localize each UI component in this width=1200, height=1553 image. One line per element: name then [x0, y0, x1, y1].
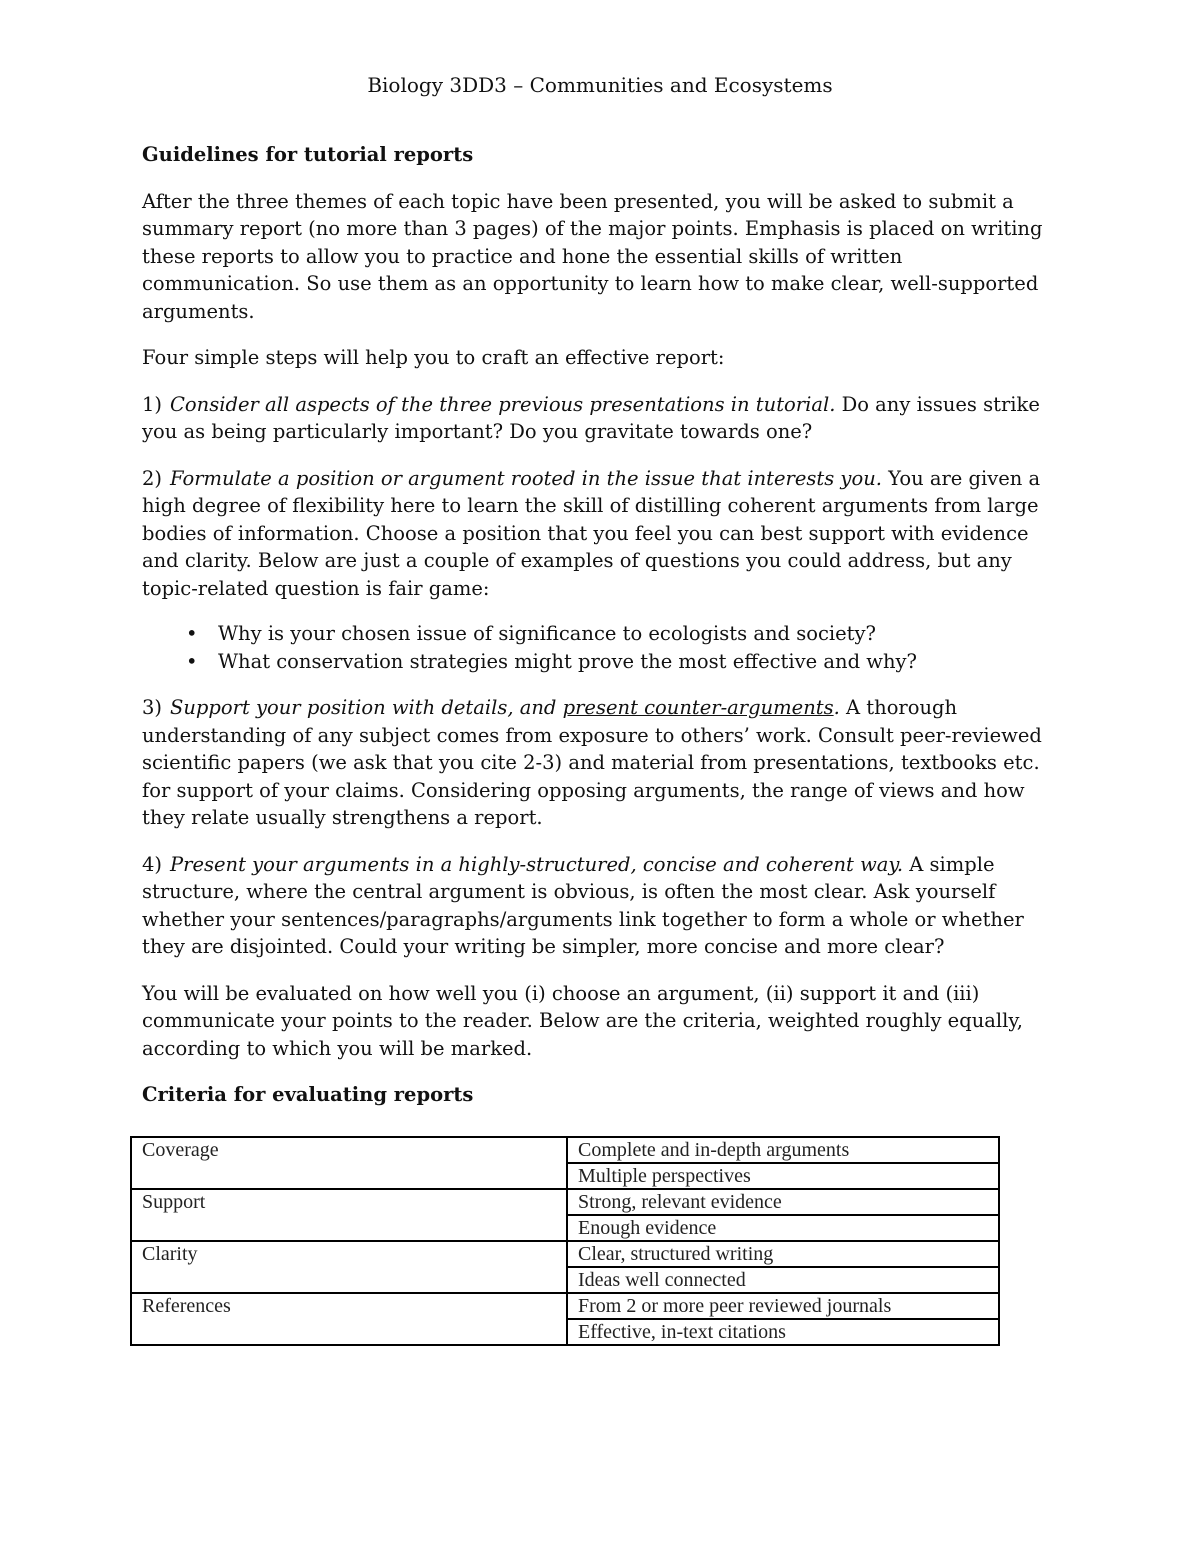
criteria-item: From 2 or more peer reviewed journals: [567, 1293, 999, 1319]
step-3-paragraph: [142, 694, 1062, 832]
step-lead-text: Support your position with details, and: [170, 696, 563, 719]
criteria-item: Multiple perspectives: [567, 1163, 999, 1189]
document-body: [142, 141, 1062, 1109]
step-body: A thorough understanding of any subject comes from exposure to others’ work. Consult peer-reviewed scientific papers (we ask that you cite 2-3) and material from presentations, textbooks etc. for support of your claims. Considering opposing arguments, the range of views and how they relate usually strengthens a report.: [142, 696, 1042, 829]
step-body: A simple structure, where the central argument is obvious, is often the most clear. Ask yourself whether your sentences/paragraphs/arguments link together to form a whole or whether they are disjointed. Could your writing be simpler, more concise and more clear?: [142, 852, 1024, 958]
bullet-icon: •: [186, 622, 198, 645]
list-item: [142, 648, 1062, 676]
list-item-text: What conservation strategies might prove the most effective and why?: [218, 649, 917, 673]
criteria-category: Clarity: [131, 1241, 567, 1293]
step-2-paragraph: [142, 465, 1062, 603]
table-row: [131, 1241, 999, 1267]
criteria-item: Clear, structured writing: [567, 1241, 999, 1267]
criteria-heading: Criteria for evaluating reports: [142, 1083, 474, 1106]
step-lead: Consider all aspects of the three previous presentations in tutorial.: [170, 392, 836, 416]
criteria-category: Coverage: [131, 1137, 567, 1189]
criteria-category: Support: [131, 1189, 567, 1241]
criteria-item: Enough evidence: [567, 1215, 999, 1241]
table-row: [131, 1293, 999, 1319]
intro-paragraph: After the three themes of each topic have been presented, you will be asked to submit a summary report (no more than 3 pages) of the major points. Emphasis is placed on writing these reports to allow you to practice and hone the essential skills of written communication. So use them as an opportunity to learn how to make clear, well-supported arguments.: [142, 189, 1043, 323]
step-1-paragraph: [142, 391, 1062, 446]
step-lead: Present your arguments in a highly-structured, concise and coherent way.: [170, 852, 904, 876]
list-item: [142, 620, 1062, 648]
table-row: [131, 1137, 999, 1163]
step-number: 3): [142, 696, 163, 719]
criteria-category: References: [131, 1293, 567, 1345]
step-body: You are given a high degree of flexibility here to learn the skill of distilling coherent arguments from large bodies of information. Choose a position that you feel you can best support with evidence and clarity. Below are just a couple of examples of questions you could address, but any topic-related question is fair game:: [142, 466, 1041, 600]
step-body: Do any issues strike you as being particularly important? Do you gravitate towards one?: [142, 392, 1040, 443]
table-row: [131, 1189, 999, 1215]
step-lead: Formulate a position or argument rooted in the issue that interests you.: [170, 466, 882, 490]
bullet-icon: •: [186, 649, 198, 673]
evaluation-paragraph: You will be evaluated on how well you (i) choose an argument, (ii) support it and (iii) communicate your points to the reader. Below are the criteria, weighted roughly equally, according to which you will be marked.: [142, 981, 1023, 1060]
list-item-text: Why is your chosen issue of significance to ecologists and society?: [218, 622, 876, 645]
step-4-paragraph: [142, 851, 1062, 961]
steps-intro-paragraph: Four simple steps will help you to craft an effective report:: [142, 346, 725, 369]
criteria-table: [130, 1136, 1000, 1346]
step-number: 4): [142, 852, 163, 876]
document-title: Biology 3DD3 – Communities and Ecosystems: [367, 73, 833, 97]
example-questions-list: [142, 620, 1062, 675]
step-number: 1): [142, 392, 163, 416]
criteria-item: Complete and in-depth arguments: [567, 1137, 999, 1163]
criteria-item: Effective, in-text citations: [567, 1319, 999, 1345]
criteria-item: Strong, relevant evidence: [567, 1189, 999, 1215]
step-lead-underlined: present counter-arguments: [562, 696, 834, 719]
guidelines-heading: Guidelines for tutorial reports: [142, 143, 474, 166]
step-lead: [170, 696, 840, 719]
step-number: 2): [142, 466, 163, 490]
step-lead-end: .: [833, 696, 840, 719]
criteria-item: Ideas well connected: [567, 1267, 999, 1293]
